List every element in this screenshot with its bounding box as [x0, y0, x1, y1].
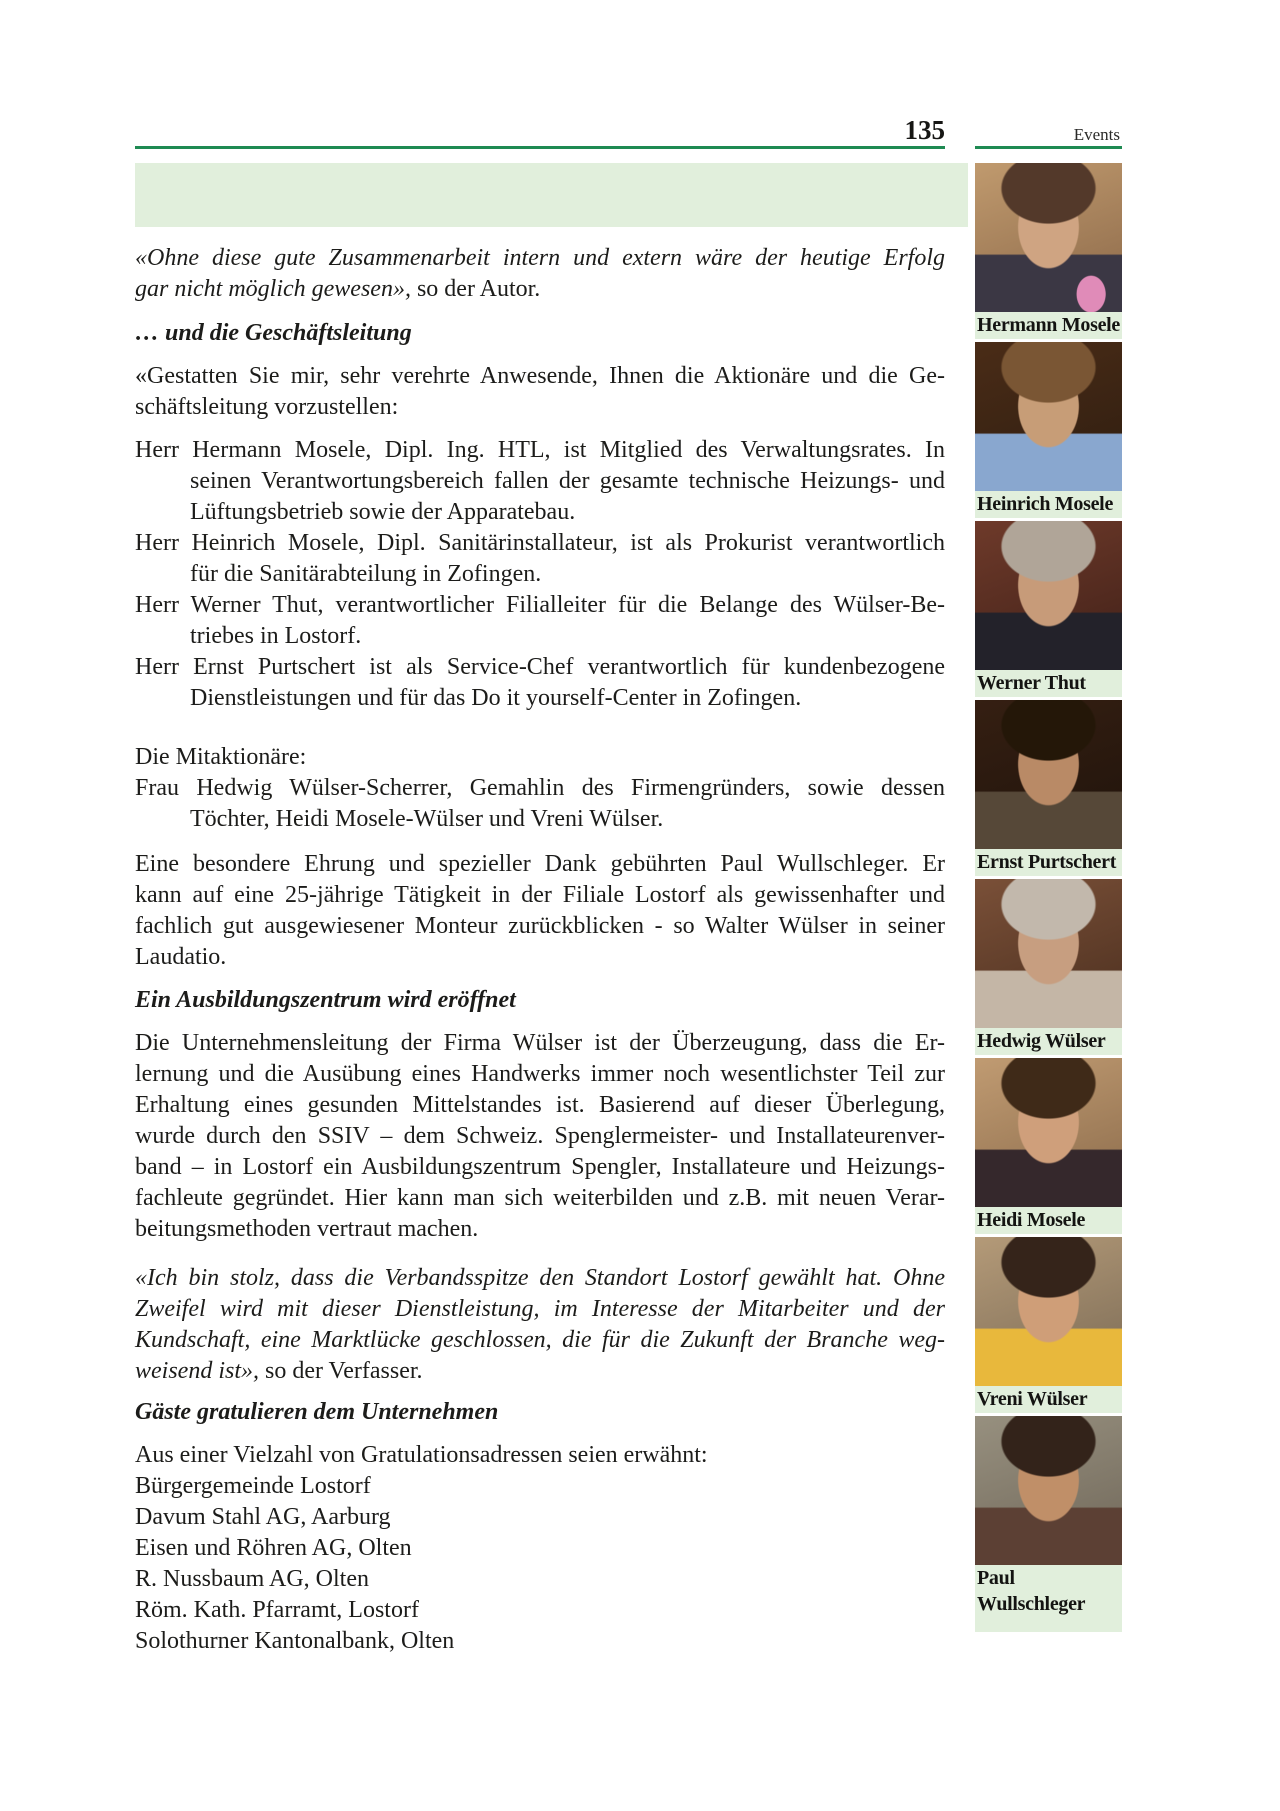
portrait-unit [975, 342, 1122, 518]
portrait-unit [975, 1416, 1122, 1632]
text-line [135, 652, 945, 683]
text-segment: Bürgergemeinde Lostorf [135, 1473, 371, 1499]
text-segment: Eine besondere Ehrung und spezieller Dank gebührten Paul Wullschleger. Er [135, 851, 945, 877]
text-line [135, 435, 945, 466]
text-segment: Laudatio. [135, 944, 227, 970]
text-line [135, 1121, 945, 1152]
portrait-column [975, 163, 1122, 1635]
text-segment: so der Autor. [416, 276, 541, 302]
text-line [135, 559, 945, 590]
text-segment: Solothurner Kantonalbank, Olten [135, 1628, 455, 1654]
text-segment: lernung und die Ausübung eines Handwerks immer noch wesentlichster Teil zur [135, 1061, 945, 1087]
text-segment: «Ohne diese gute Zusammenarbeit intern und extern wäre der heutige Erfolg [135, 245, 945, 271]
text-block-hanglist [135, 435, 945, 714]
text-line [135, 1090, 945, 1121]
text-segment: für die Sanitärabteilung in Zofingen. [190, 561, 542, 587]
text-segment: Kundschaft, eine Marktlücke geschlossen, die für die Zukunft der Branche weg- [135, 1327, 945, 1353]
text-block-quote [135, 1263, 945, 1387]
text-line [135, 1152, 945, 1183]
title-banner [135, 163, 968, 227]
text-segment: band – in Lostorf ein Ausbildungszentrum Spengler, Installateure und Heizungs- [135, 1154, 945, 1180]
text-line [135, 1471, 945, 1502]
text-block-quote [135, 243, 945, 305]
text-line [135, 1059, 945, 1090]
text-line [135, 1214, 945, 1245]
portrait-photo [975, 1416, 1122, 1565]
text-line [135, 911, 945, 942]
text-line [135, 318, 945, 349]
text-segment: «Ich bin stolz, dass die Verbandsspitze den Standort Lostorf gewählt hat. Ohne [135, 1265, 945, 1291]
text-line [135, 773, 945, 804]
text-line [135, 985, 945, 1016]
portrait-unit [975, 163, 1122, 339]
text-block-heading [135, 1397, 945, 1428]
text-segment: Herr Hermann Mosele, Dipl. Ing. HTL, ist Mitglied des Verwaltungsrates. In [135, 437, 945, 463]
portrait-caption: Vreni Wülser [975, 1386, 1122, 1413]
text-segment: R. Nussbaum AG, Olten [135, 1566, 369, 1592]
text-segment: «Gestatten Sie mir, sehr verehrte Anwesende, Ihnen die Aktionäre und die Ge- [135, 363, 945, 389]
portrait-unit [975, 1237, 1122, 1413]
portrait-photo [975, 163, 1122, 312]
portrait-caption: Hermann Mosele [975, 312, 1122, 339]
text-segment: Frau Hedwig Wülser-Scherrer, Gemahlin des Firmengründers, sowie dessen [135, 775, 945, 801]
portrait-unit [975, 1058, 1122, 1234]
text-segment: wurde durch den SSIV – dem Schweiz. Spenglermeister- und Installateurenver- [135, 1123, 945, 1149]
text-line [135, 742, 945, 773]
text-line [135, 392, 945, 423]
text-segment: Ein Ausbildungszentrum wird eröffnet [135, 987, 516, 1013]
text-segment: fachlich gut ausgewiesener Monteur zurückblicken - so Walter Wülser in seiner [135, 913, 945, 939]
text-line [135, 497, 945, 528]
text-segment: Töchter, Heidi Mosele-Wülser und Vreni Wülser. [190, 806, 664, 832]
text-segment: Aus einer Vielzahl von Gratulationsadressen seien erwähnt: [135, 1442, 708, 1468]
text-line [135, 1502, 945, 1533]
text-line [135, 942, 945, 973]
text-line [135, 621, 945, 652]
portrait-unit [975, 700, 1122, 876]
text-line [135, 804, 945, 835]
text-segment: fachleute gegründet. Hier kann man sich weiterbilden und z.B. mit neuen Verar- [135, 1185, 945, 1211]
text-segment: Die Unternehmensleitung der Firma Wülser ist der Überzeugung, dass die Er- [135, 1030, 945, 1056]
text-line [135, 1356, 945, 1387]
text-segment: Lüftungsbetrieb sowie der Apparatebau. [190, 499, 576, 525]
text-line [135, 1397, 945, 1428]
text-line [135, 849, 945, 880]
text-segment: weisend ist», [135, 1358, 265, 1384]
text-line [135, 1263, 945, 1294]
portrait-caption: Hedwig Wülser [975, 1028, 1122, 1055]
article [135, 243, 945, 1657]
text-line [135, 1294, 945, 1325]
text-line [135, 1028, 945, 1059]
text-segment: Dienstleistungen und für das Do it yourself-Center in Zofingen. [190, 685, 802, 711]
text-line [135, 590, 945, 621]
text-line [135, 1183, 945, 1214]
portrait-caption: Heinrich Mosele [975, 491, 1122, 518]
portrait-unit [975, 521, 1122, 697]
portrait-photo [975, 879, 1122, 1028]
text-line [135, 361, 945, 392]
text-segment: … und die Geschäftsleitung [135, 320, 412, 346]
portrait-photo [975, 1237, 1122, 1386]
portrait-unit [975, 879, 1122, 1055]
text-block-para [135, 1028, 945, 1245]
text-line [135, 1564, 945, 1595]
text-line [135, 880, 945, 911]
text-block-heading [135, 985, 945, 1016]
text-segment: Gäste gratulieren dem Unternehmen [135, 1399, 499, 1425]
text-segment: Die Mitaktionäre: [135, 744, 307, 770]
text-line [135, 274, 945, 305]
text-segment: so der Verfasser. [265, 1358, 423, 1384]
portrait-photo [975, 700, 1122, 849]
text-segment: Herr Ernst Purtschert ist als Service-Chef verantwortlich für kundenbezogene [135, 654, 945, 680]
text-segment: Röm. Kath. Pfarramt, Lostorf [135, 1597, 419, 1623]
text-line [135, 1440, 945, 1471]
text-segment: kann auf eine 25-jährige Tätigkeit in der Filiale Lostorf als gewissenhafter und [135, 882, 945, 908]
text-segment: seinen Verantwortungsbereich fallen der gesamte technische Heizungs- und [190, 468, 945, 494]
text-segment: Herr Werner Thut, verantwortlicher Filialleiter für die Belange des Wülser-Be- [135, 592, 945, 618]
text-segment: Erhaltung eines gesunden Mittelstandes ist. Basierend auf dieser Überlegung, [135, 1092, 945, 1118]
portrait-photo [975, 1058, 1122, 1207]
text-line [135, 1626, 945, 1657]
text-segment: beitungsmethoden vertraut machen. [135, 1216, 479, 1242]
text-line [135, 1595, 945, 1626]
portrait-photo [975, 521, 1122, 670]
text-line [135, 1325, 945, 1356]
text-segment: gar nicht möglich gewesen», [135, 276, 417, 302]
text-block-para [135, 361, 945, 423]
text-segment: Davum Stahl AG, Aarburg [135, 1504, 391, 1530]
text-segment: schäftsleitung vorzustellen: [135, 394, 399, 420]
text-block-para [135, 849, 945, 973]
page-number: 135 [904, 115, 945, 145]
text-segment: triebes in Lostorf. [190, 623, 362, 649]
portrait-caption: Werner Thut [975, 670, 1122, 697]
header-rule-side [975, 146, 1122, 149]
text-line [135, 683, 945, 714]
text-line [135, 1533, 945, 1564]
portrait-caption: Heidi Mosele [975, 1207, 1122, 1234]
portrait-caption: Paul Wullschleger [975, 1565, 1122, 1632]
section-title: Events [1073, 125, 1120, 144]
text-segment: Eisen und Röhren AG, Olten [135, 1535, 412, 1561]
text-block-hanglist [135, 742, 945, 835]
text-line [135, 466, 945, 497]
text-block-para [135, 1440, 945, 1657]
text-line [135, 243, 945, 274]
header-rule-main [135, 146, 945, 149]
text-segment: Zweifel wird mit dieser Dienstleistung, im Interesse der Mitarbeiter und der [135, 1296, 945, 1322]
text-segment: Herr Heinrich Mosele, Dipl. Sanitärinstallateur, ist als Prokurist verantwortlich [135, 530, 945, 556]
text-line [135, 528, 945, 559]
text-block-heading [135, 318, 945, 349]
portrait-photo [975, 342, 1122, 491]
portrait-caption: Ernst Purtschert [975, 849, 1122, 876]
